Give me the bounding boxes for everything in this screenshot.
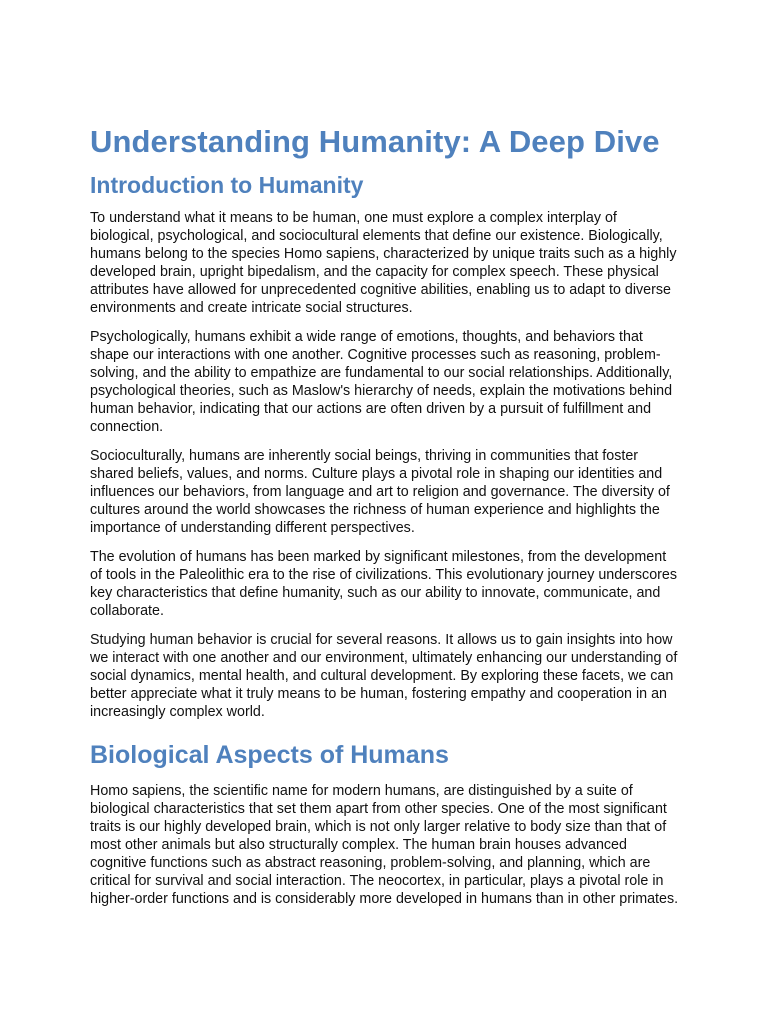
paragraph: Studying human behavior is crucial for several reasons. It allows us to gain insights into how we interact with one another and our environment, ultimately enhancing our understanding of social dynamics, mental health, and cultural development. By exploring these facets, we can better appreciate what it truly means to be human, fostering empathy and cooperation in an increasingly complex world. — [90, 632, 678, 720]
section-body-biological — [90, 782, 682, 908]
paragraph: Homo sapiens, the scientific name for modern humans, are distinguished by a suite of biological characteristics that set them apart from other species. One of the most significant traits is our highly developed brain, which is not only larger relative to body size than that of most other animals but also structurally complex. The human brain houses advanced cognitive functions such as abstract reasoning, problem-solving, and planning, which are critical for survival and social interaction. The neocortex, in particular, plays a pivotal role in higher-order functions and is considerably more developed in humans than in other primates. — [90, 783, 679, 907]
paragraph: Socioculturally, humans are inherently social beings, thriving in communities that foster shared beliefs, values, and norms. Culture plays a pivotal role in shaping our identities and influences our behaviors, from language and art to religion and governance. The diversity of cultures around the world showcases the richness of human experience and highlights the importance of understanding different perspectives. — [90, 448, 670, 536]
document-page — [90, 122, 682, 908]
document-title: Understanding Humanity: A Deep Dive — [90, 124, 660, 159]
section-heading-introduction: Introduction to Humanity — [90, 172, 364, 198]
paragraph: The evolution of humans has been marked by significant milestones, from the development of tools in the Paleolithic era to the rise of civilizations. This evolutionary journey underscores key characteristics that define humanity, such as our ability to innovate, communicate, and collaborate. — [90, 549, 678, 619]
section-heading-biological: Biological Aspects of Humans — [90, 741, 449, 769]
paragraph: Psychologically, humans exhibit a wide range of emotions, thoughts, and behaviors that shape our interactions with one another. Cognitive processes such as reasoning, problem-solving, and the ability to empathize are fundamental to our social relationships. Additionally, psychological theories, such as Maslow's hierarchy of needs, explain the motivations behind human behavior, indicating that our actions are often driven by a pursuit of fulfillment and connection. — [90, 329, 673, 435]
paragraph: To understand what it means to be human, one must explore a complex interplay of biological, psychological, and sociocultural elements that define our existence. Biologically, humans belong to the species Homo sapiens, characterized by unique traits such as a highly developed brain, upright bipedalism, and the capacity for complex speech. These physical attributes have allowed for unprecedented cognitive abilities, enabling us to adapt to diverse environments and create intricate social structures. — [90, 210, 677, 316]
section-body-introduction — [90, 209, 682, 721]
